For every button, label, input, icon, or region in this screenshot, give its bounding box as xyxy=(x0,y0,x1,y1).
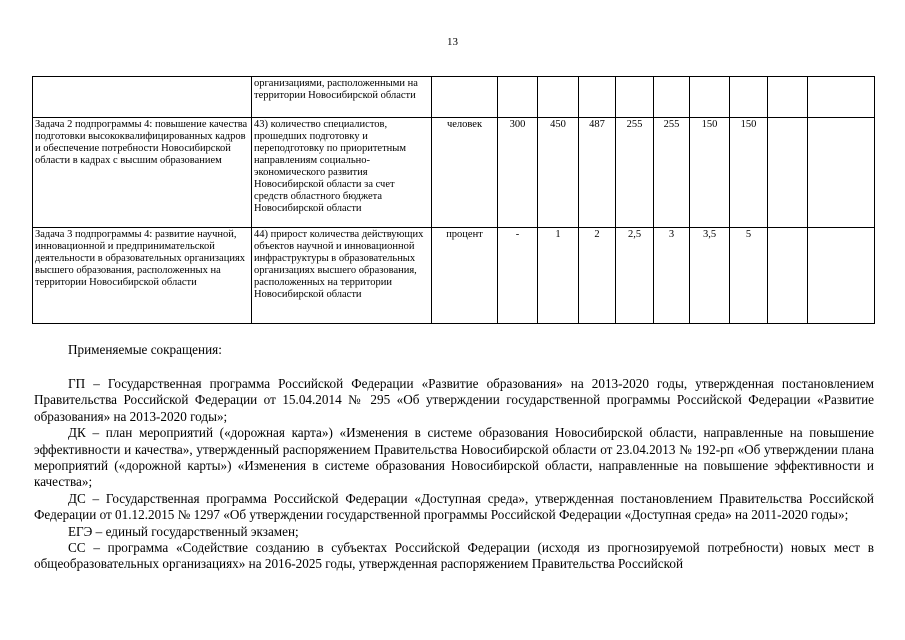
task-cell xyxy=(33,77,252,118)
value-cell xyxy=(808,118,875,228)
value-cell: 150 xyxy=(730,118,768,228)
unit-cell: процент xyxy=(432,228,498,324)
unit-cell: человек xyxy=(432,118,498,228)
abbreviation-item: ЕГЭ – единый государственный экзамен; xyxy=(68,523,299,539)
value-cell: 5 xyxy=(730,228,768,324)
value-cell xyxy=(654,77,690,118)
indicator-cell: организациями, расположенными на территории Новосибирской области xyxy=(252,77,432,118)
value-cell: 1 xyxy=(538,228,579,324)
task-cell: Задача 3 подпрограммы 4: развитие научной, инновационной и предпринимательской деятельности в образовательных организациях высшего образования, расположенных на территории Новосибирской области xyxy=(33,228,252,324)
value-cell xyxy=(768,77,808,118)
indicators-table xyxy=(32,76,875,324)
value-cell xyxy=(808,228,875,324)
value-cell xyxy=(808,77,875,118)
abbreviations-list xyxy=(34,376,874,573)
value-cell: 2 xyxy=(579,228,616,324)
value-cell xyxy=(579,77,616,118)
value-cell: 255 xyxy=(616,118,654,228)
value-cell xyxy=(768,228,808,324)
value-cell: 150 xyxy=(690,118,730,228)
indicator-cell: 43) количество специалистов, прошедших подготовку и переподготовку по приоритетным направлениям социально-экономического развития Новосибирской области за счет средств областного бюджета Новосибирской области xyxy=(252,118,432,228)
indicator-cell: 44) прирост количества действующих объектов научной и инновационной инфраструктуры в образовательных организациях высшего образования, расположенных на территории Новосибирской области xyxy=(252,228,432,324)
value-cell xyxy=(538,77,579,118)
table-row xyxy=(33,77,875,118)
abbreviation-item: ГП – Государственная программа Российской Федерации «Развитие образования» на 2013-2020 годы, утвержденная постановлением Правительства Российской Федерации от 15.04.2014 № 295 «Об утверждении государственной программы Российской Федерации «Развитие образования» на 2013-2020 годы»; xyxy=(34,376,874,424)
value-cell xyxy=(498,77,538,118)
task-cell: Задача 2 подпрограммы 4: повышение качества подготовки высококвалифицированных кадров и обеспечение потребности Новосибирской области в кадрах с высшим образованием xyxy=(33,118,252,228)
value-cell xyxy=(616,77,654,118)
value-cell xyxy=(730,77,768,118)
value-cell: 300 xyxy=(498,118,538,228)
value-cell: 3,5 xyxy=(690,228,730,324)
abbreviation-item: СС – программа «Содействие созданию в субъектах Российской Федерации (исходя из прогнозируемой потребности) новых мест в общеобразовательных организациях» на 2016-2025 годы, утвержденная распоряжением Правительства Российской xyxy=(34,540,874,572)
value-cell: 2,5 xyxy=(616,228,654,324)
unit-cell xyxy=(432,77,498,118)
value-cell: 255 xyxy=(654,118,690,228)
value-cell: 487 xyxy=(579,118,616,228)
abbreviations-title: Применяемые сокращения: xyxy=(68,342,222,357)
value-cell xyxy=(768,118,808,228)
page-number: 13 xyxy=(447,36,458,48)
value-cell: - xyxy=(498,228,538,324)
value-cell xyxy=(690,77,730,118)
value-cell: 3 xyxy=(654,228,690,324)
table-row xyxy=(33,228,875,324)
value-cell: 450 xyxy=(538,118,579,228)
table-row xyxy=(33,118,875,228)
abbreviation-item: ДС – Государственная программа Российской Федерации «Доступная среда», утвержденная постановлением Правительства Российской Федерации от 01.12.2015 № 1297 «Об утверждении государственной программы Российской Федерации «Доступная среда» на 2011-2020 годы»; xyxy=(34,490,874,523)
abbreviation-item: ДК – план мероприятий («дорожная карта») «Изменения в системе образования Новосибирской области, направленные на повышение эффективности и качества», утвержденный распоряжением Правительства Новосибирской области от 23.04.2013 № 192-рп «Об утверждении плана мероприятий («дорожной карты») «Изменения в системе образования Новосибирской области, направленные на повышение эффективности и качества»; xyxy=(34,425,874,490)
